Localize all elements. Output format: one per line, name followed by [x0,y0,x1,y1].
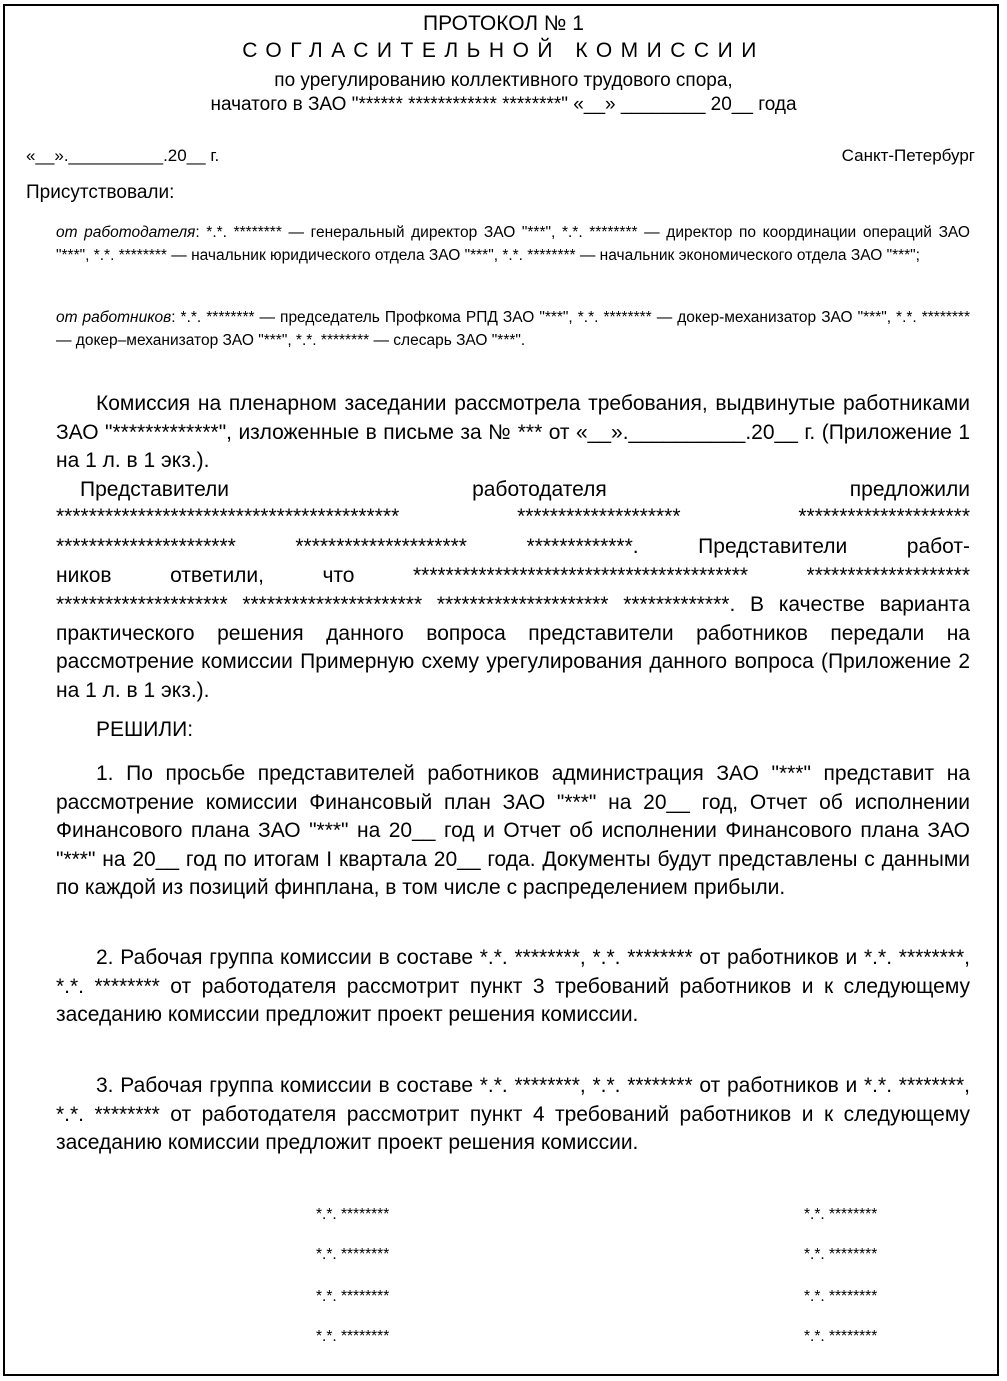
employer-list: : *.*. ******** — генеральный директор ЗАО "***", *.*. ******** — директор по координации операций ЗАО "***", *.*. ******** — начальник юридического отдела ЗАО "***", *.*. ******** — начальник экономического отдела ЗАО "***"; [56,224,970,264]
redacted-line-2: ********************** ********************* *************. Представители работ- [56,535,970,558]
signature-left: *.*. ******** [316,1288,390,1305]
signature-left: *.*. ******** [316,1246,390,1263]
signature-right: *.*. ******** [804,1288,878,1305]
workers-answer-line: ников ответили, что ***************************************** ******************** [56,564,970,587]
signature-right: *.*. ******** [804,1328,878,1345]
subtitle-line-2: начатого в ЗАО "****** ************ ********" «__» ________ 20__ года [210,94,797,115]
worker-attendees [56,306,970,352]
resolution-item-3: 3. Рабочая группа комиссии в составе *.*. ********, *.*. ******** от работников и *.*. ********, *.*. ******** от работодателя рассмотрит пункт 4 требований работников и к следующему заседанию комиссии предложит проект решения комиссии. [56,1074,970,1154]
employer-attendees [56,221,970,267]
commission-title: СОГЛАСИТЕЛЬНОЙ КОМИССИИ [242,39,765,62]
workers-list: : *.*. ******** — председатель Профкома РПД ЗАО "***", *.*. ******** — докер-механизатор ЗАО "***", *.*. ******** — докер–механизатор ЗАО "***", *.*. ******** — слесарь ЗАО "***". [56,309,970,349]
paragraph-2: ********************* ********************** ********************* *************. В качестве варианта практического решения данного вопроса представители работников передали на рассмотрение комиссии Примерную схему урегулирования данного вопроса (Приложение 2 на 1 л. в 1 экз.). [56,593,970,702]
resolution-item-1: 1. По просьбе представителей работников администрация ЗАО "***" представит на рассмотрение комиссии Финансовый план ЗАО "***" на 20__ год, Отчет об исполнении Финансового плана ЗАО "***" на 20__ год и Отчет об исполнении Финансового плана ЗАО "***" на 20__ год по итогам I квартала 20__ года. Документы будут представлены с данными по каждой из позиций финплана, в том числе с распределением прибыли. [56,762,970,899]
protocol-title: ПРОТОКОЛ № 1 [423,12,584,35]
employer-proposal-line: Представители работодателя предложили [80,478,970,501]
redacted-line-1: ****************************************** ******************** ********************* [56,505,970,528]
paragraph-1: Комиссия на пленарном заседании рассмотрела требования, выдвинутые работниками ЗАО "*************", изложенные в письме за № *** от «__».__________.20__ г. (Приложение 1 на 1 л. в 1 экз.). [56,392,970,472]
signature-left: *.*. ******** [316,1328,390,1345]
workers-label: от работников [56,309,172,326]
signature-right: *.*. ******** [804,1206,878,1223]
subtitle-line-1: по урегулированию коллективного трудового спора, [274,70,733,91]
signature-right: *.*. ******** [804,1246,878,1263]
signature-left: *.*. ******** [316,1206,390,1223]
employer-label: от работодателя [56,224,196,241]
protocol-date: «__».__________.20__ г. [26,146,220,165]
resolved-heading: РЕШИЛИ: [96,718,194,741]
present-label: Присутствовали: [26,182,175,203]
protocol-city: Санкт-Петербург [841,146,975,165]
resolution-item-2: 2. Рабочая группа комиссии в составе *.*. ********, *.*. ******** от работников и *.*. ********, *.*. ******** от работодателя рассмотрит пункт 3 требований работников и к следующему заседанию комиссии предложит проект решения комиссии. [56,946,970,1026]
